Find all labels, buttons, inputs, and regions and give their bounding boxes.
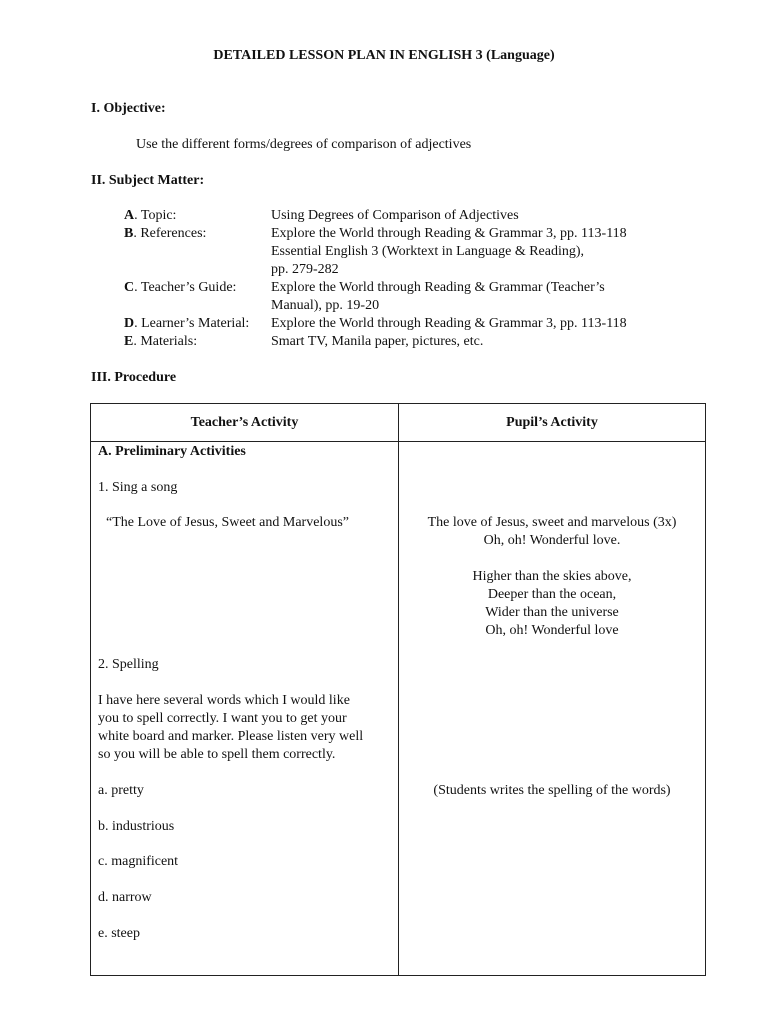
objective-text: Use the different forms/degrees of comparison of adjectives xyxy=(136,137,472,152)
table-header-row xyxy=(91,404,705,442)
spelling-instruction-line: so you will be able to spell them correctly. xyxy=(98,747,336,762)
pupil-activity-header: Pupil’s Activity xyxy=(506,415,598,430)
item-value: Using Degrees of Comparison of Adjectives xyxy=(271,208,519,223)
spelling-word: a. pretty xyxy=(98,783,144,798)
teacher-activity-header: Teacher’s Activity xyxy=(190,415,299,430)
item-letter: E xyxy=(124,334,134,349)
item-letter: C xyxy=(124,280,135,295)
item-letter: A xyxy=(124,208,135,223)
item-label: . Topic: xyxy=(134,208,177,223)
song-lyric-line: Oh, oh! Wonderful love xyxy=(485,623,619,638)
subject-item-references xyxy=(124,225,691,279)
item-letter: D xyxy=(124,316,135,331)
item-value: pp. 279-282 xyxy=(271,262,339,277)
spelling-instruction-line: I have here several words which I would like xyxy=(98,693,350,708)
spelling-item: 2. Spelling xyxy=(98,657,159,672)
item-value: Explore the World through Reading & Grammar (Teacher’s xyxy=(271,280,605,295)
spelling-instruction-line: you to spell correctly. I want you to get your xyxy=(98,711,347,726)
sing-song-item: 1. Sing a song xyxy=(98,480,178,495)
spelling-word: d. narrow xyxy=(98,890,152,905)
item-label: . Teacher’s Guide: xyxy=(134,280,237,295)
item-value: Explore the World through Reading & Grammar 3, pp. 113-118 xyxy=(271,316,627,331)
procedure-heading: III. Procedure xyxy=(91,370,177,385)
document-title: DETAILED LESSON PLAN IN ENGLISH 3 (Language) xyxy=(213,48,555,63)
subject-matter-list xyxy=(124,207,691,351)
objective-heading: I. Objective: xyxy=(91,101,166,116)
item-label: . Materials: xyxy=(133,334,198,349)
song-lyric-line: The love of Jesus, sweet and marvelous (3x) xyxy=(427,515,677,530)
subject-item-teachers-guide xyxy=(124,279,691,315)
item-value: Manual), pp. 19-20 xyxy=(271,298,380,313)
song-lyric-line: Higher than the skies above, xyxy=(472,569,632,584)
item-value: Smart TV, Manila paper, pictures, etc. xyxy=(271,334,484,349)
song-lyric-line: Deeper than the ocean, xyxy=(487,587,617,602)
item-letter: B xyxy=(124,226,134,241)
subject-item-learners-material xyxy=(124,315,691,333)
song-lyric-line: Wider than the universe xyxy=(485,605,619,620)
item-label: . Learner’s Material: xyxy=(134,316,250,331)
procedure-table xyxy=(90,403,706,976)
song-title: “The Love of Jesus, Sweet and Marvelous” xyxy=(106,515,349,530)
subject-matter-heading: II. Subject Matter: xyxy=(91,173,205,188)
spelling-word: e. steep xyxy=(98,926,140,941)
column-divider xyxy=(398,404,399,975)
item-value: Explore the World through Reading & Grammar 3, pp. 113-118 xyxy=(271,226,627,241)
section-a-heading: A. Preliminary Activities xyxy=(98,444,246,459)
subject-item-topic xyxy=(124,207,691,225)
song-lyric-line: Oh, oh! Wonderful love. xyxy=(483,533,621,548)
spelling-word: c. magnificent xyxy=(98,854,179,869)
spelling-instruction-line: white board and marker. Please listen very well xyxy=(98,729,364,744)
pupil-spelling-response: (Students writes the spelling of the words) xyxy=(433,783,671,798)
subject-item-materials xyxy=(124,333,691,351)
item-value: Essential English 3 (Worktext in Language & Reading), xyxy=(271,244,585,259)
spelling-word: b. industrious xyxy=(98,819,175,834)
item-label: . References: xyxy=(133,226,207,241)
